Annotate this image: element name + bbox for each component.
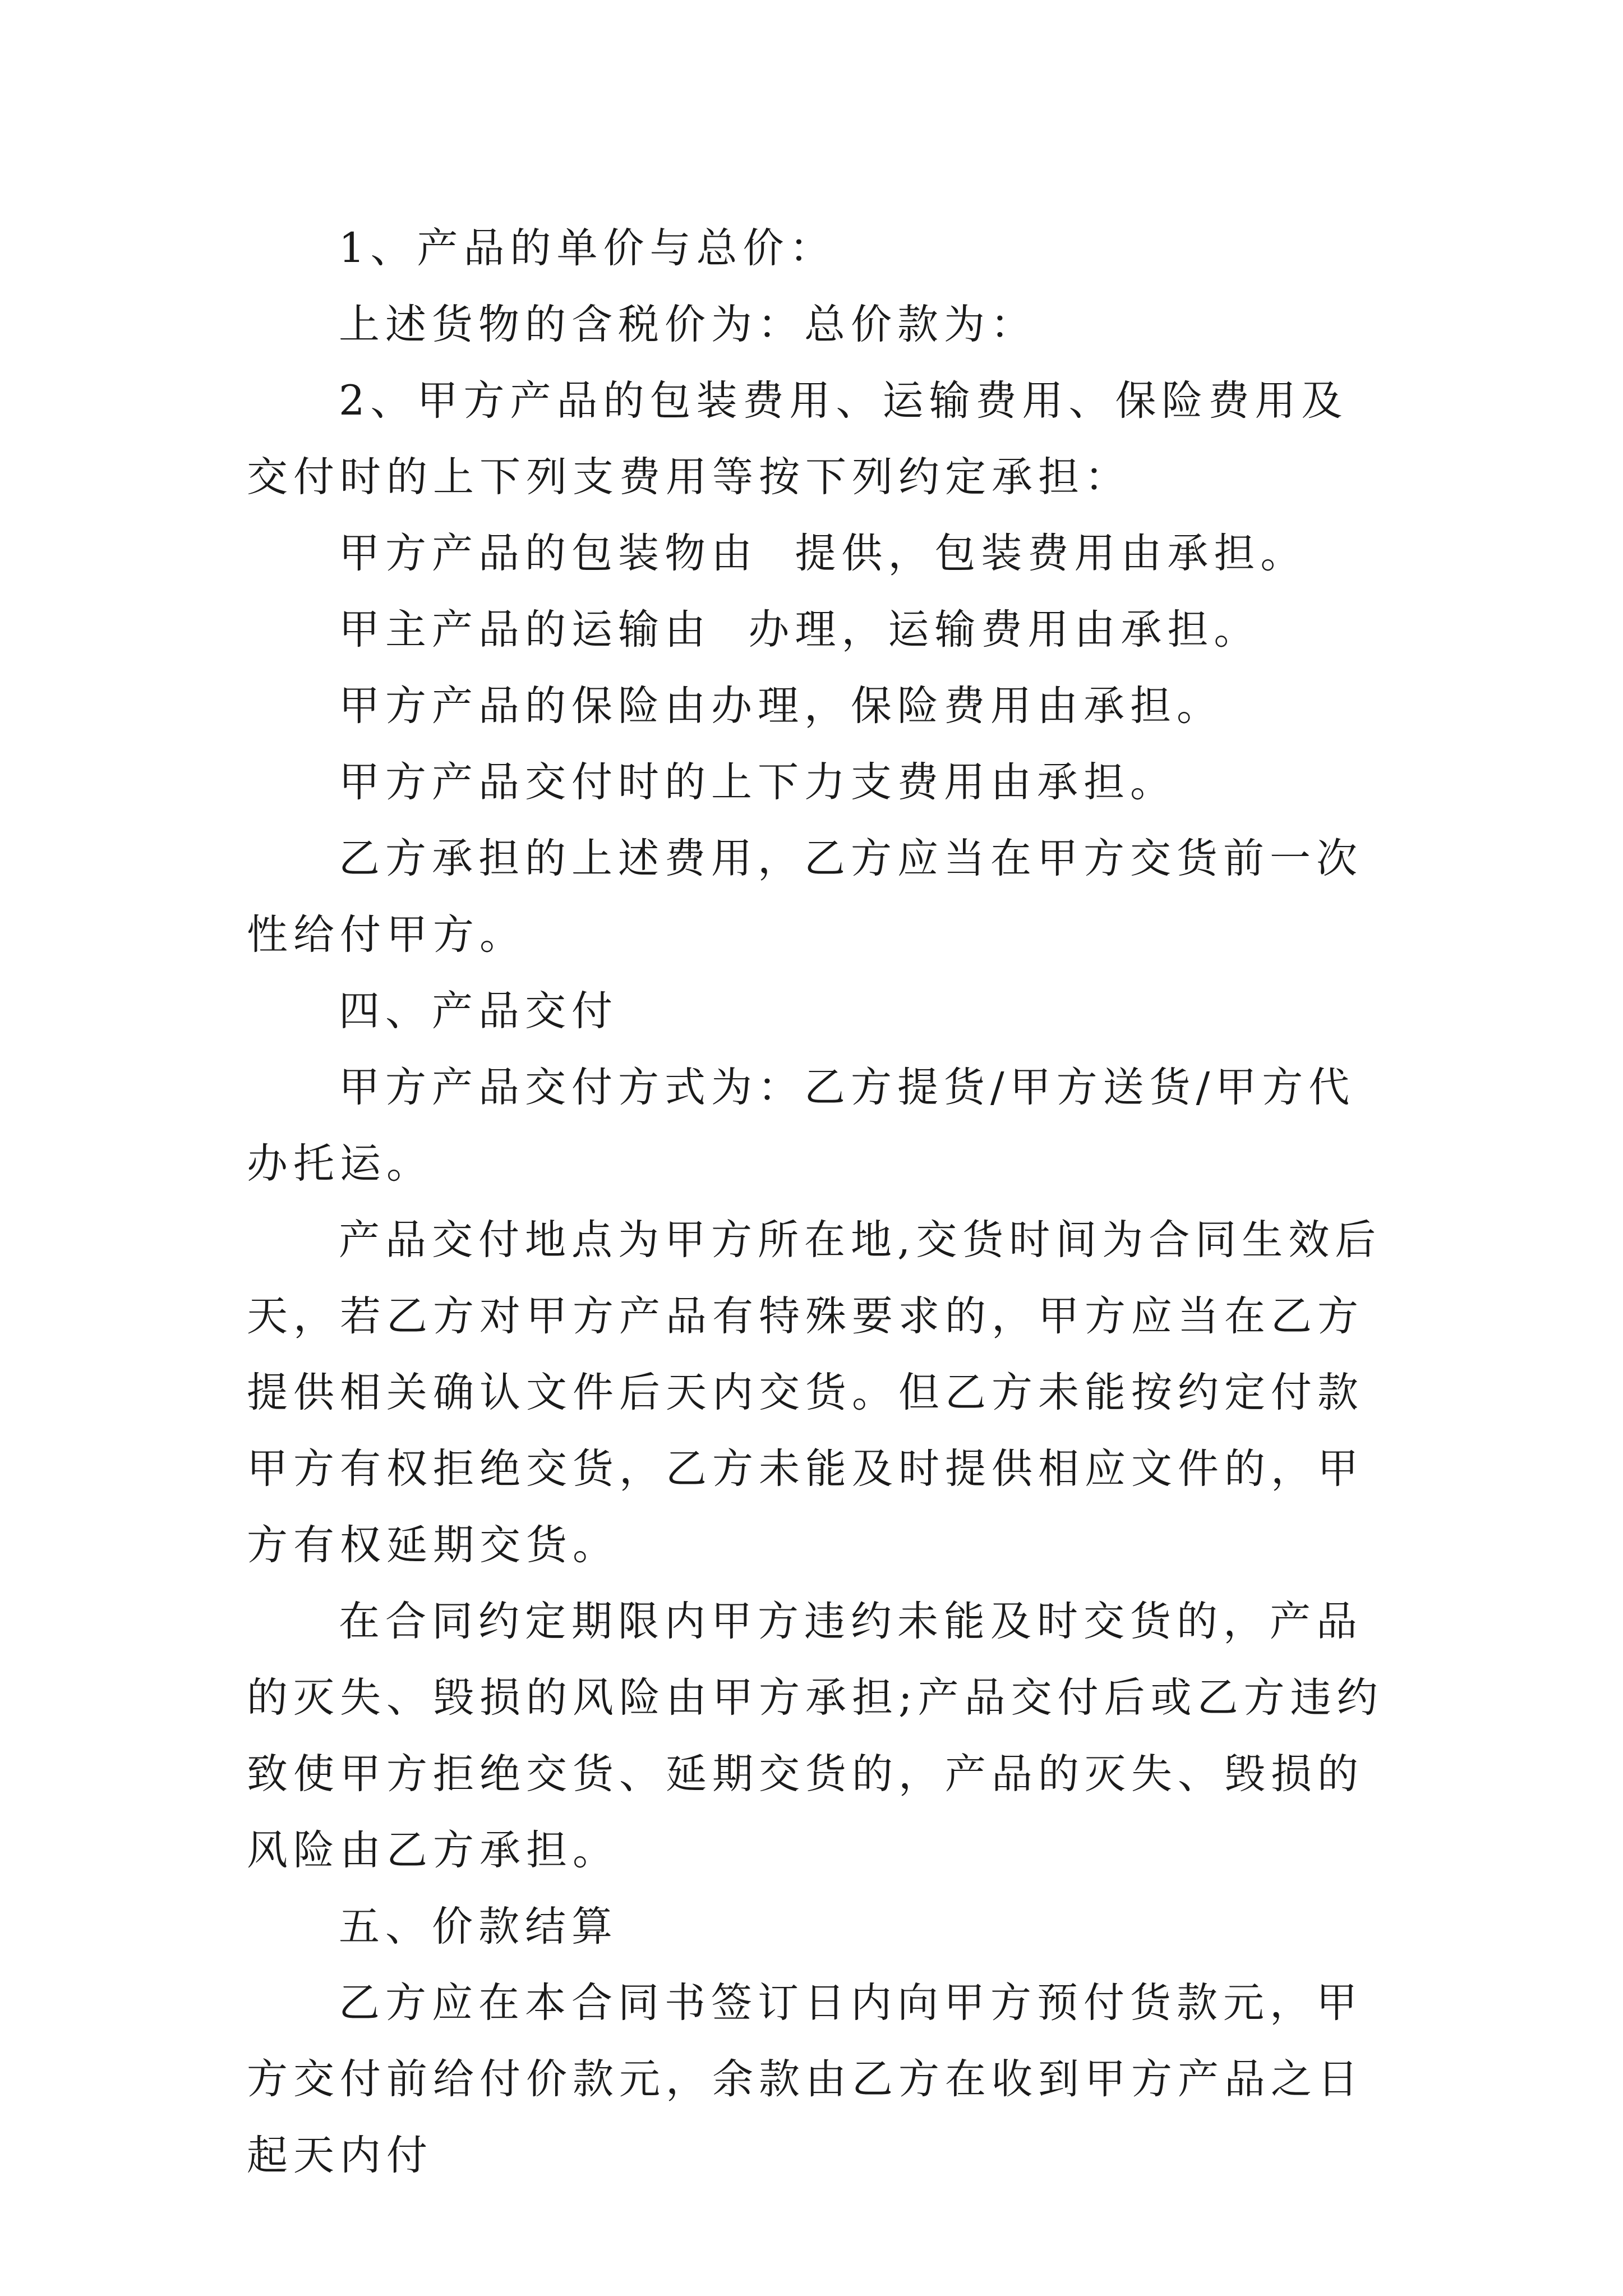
paragraph-delivery-method: 甲方产品交付方式为：乙方提货/甲方送货/甲方代办托运。 (247, 1064, 1355, 1188)
paragraph-risk-allocation: 在合同约定期限内甲方违约未能及时交货的，产品的灭失、毁损的风险由甲方承担;产品交付后或乙方违约致使甲方拒绝交货、延期交货的，产品的灭失、毁损的风险由乙方承担。 (247, 1598, 1384, 1874)
paragraph-fees-arrangement: 2、甲方产品的包装费用、运输费用、保险费用及交付时的上下列支费用等按下列约定承担： (247, 377, 1348, 501)
paragraph-unit-total-price: 1、产品的单价与总价： (339, 224, 836, 272)
paragraph-handling-fees: 甲方产品交付时的上下力支费用由承担。 (339, 758, 1177, 806)
paragraph-insurance: 甲方产品的保险由办理，保险费用由承担。 (339, 682, 1223, 730)
paragraph-packaging: 甲方产品的包装物由 提供，包装费用由承担。 (339, 530, 1307, 577)
section-heading-settlement: 五、价款结算 (339, 1903, 618, 1950)
paragraph-party-b-payment: 乙方承担的上述费用，乙方应当在甲方交货前一次性给付甲方。 (247, 835, 1363, 959)
section-heading-delivery: 四、产品交付 (339, 987, 618, 1035)
paragraph-payment-terms: 乙方应在本合同书签订日内向甲方预付货款元，甲方交付前给付价款元，余款由乙方在收到甲方产品之日起天内付 (247, 1979, 1364, 2179)
document-body (247, 210, 1391, 2194)
paragraph-tax-inclusive-price: 上述货物的含税价为：总价款为： (339, 301, 1037, 348)
paragraph-delivery-location: 产品交付地点为甲方所在地,交货时间为合同生效后天，若乙方对甲方产品有特殊要求的，甲方应当在乙方提供相关确认文件后天内交货。但乙方未能按约定付款甲方有权拒绝交货，乙方未能及时提供相应文件的，甲方有权延期交货。 (247, 1216, 1382, 1569)
paragraph-transport: 甲主产品的运输由 办理，运输费用由承担。 (339, 606, 1261, 654)
